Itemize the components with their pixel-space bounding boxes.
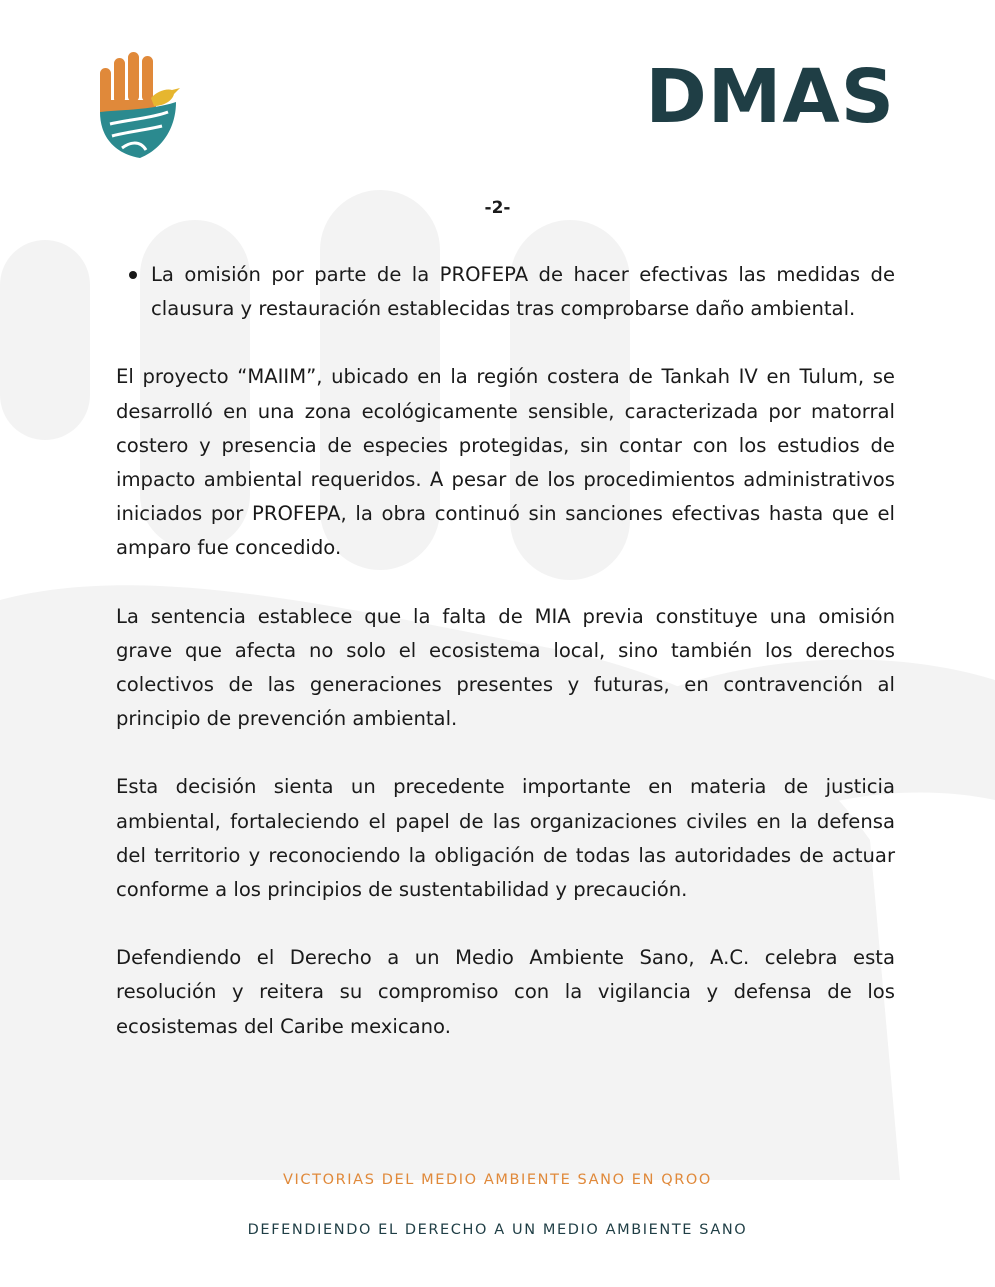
bullet-text: La omisión por parte de la PROFEPA de hacer efectivas las medidas de clausura y restauración establecidas tras comprobarse daño ambiental. <box>151 263 895 321</box>
paragraph-sentence-ruling: La sentencia establece que la falta de MIA previa constituye una omisión grave que afecta no solo el ecosistema local, sino también los derechos colectivos de las generaciones presentes y futuras, en contravención al principio de prevención ambiental. <box>116 604 895 731</box>
hand-bird-logo-icon <box>96 50 184 162</box>
document-body <box>116 258 895 1044</box>
dmas-logo-text: DMAS <box>645 54 895 140</box>
page-number: -2- <box>484 198 511 218</box>
paragraph-precedent: Esta decisión sienta un precedente importante en materia de justicia ambiental, fortaleciendo el papel de las organizaciones civiles en la defensa del territorio y reconociendo la obligación de todas las autoridades de actuar conforme a los principios de sustentabilidad y precaución. <box>116 775 895 902</box>
paragraph-celebration: Defendiendo el Derecho a un Medio Ambiente Sano, A.C. celebra esta resolución y reitera su compromiso con la vigilancia y defensa de los ecosistemas del Caribe mexicano. <box>116 946 895 1038</box>
bullet-item <box>151 258 895 326</box>
footer-victorias: VICTORIAS DEL MEDIO AMBIENTE SANO EN QROO <box>283 1172 712 1188</box>
paragraph-maiim-project: El proyecto “MAIIM”, ubicado en la región costera de Tankah IV en Tulum, se desarrolló en una zona ecológicamente sensible, caracterizada por matorral costero y presencia de especies protegidas, sin contar con los estudios de impacto ambiental requeridos. A pesar de los procedimientos administrativos iniciados por PROFEPA, la obra continuó sin sanciones efectivas hasta que el amparo fue concedido. <box>116 365 895 560</box>
footer-defendiendo: DEFENDIENDO EL DERECHO A UN MEDIO AMBIENTE SANO <box>247 1222 748 1238</box>
bullet-dot-icon <box>129 271 137 279</box>
bullet-list <box>116 258 895 326</box>
